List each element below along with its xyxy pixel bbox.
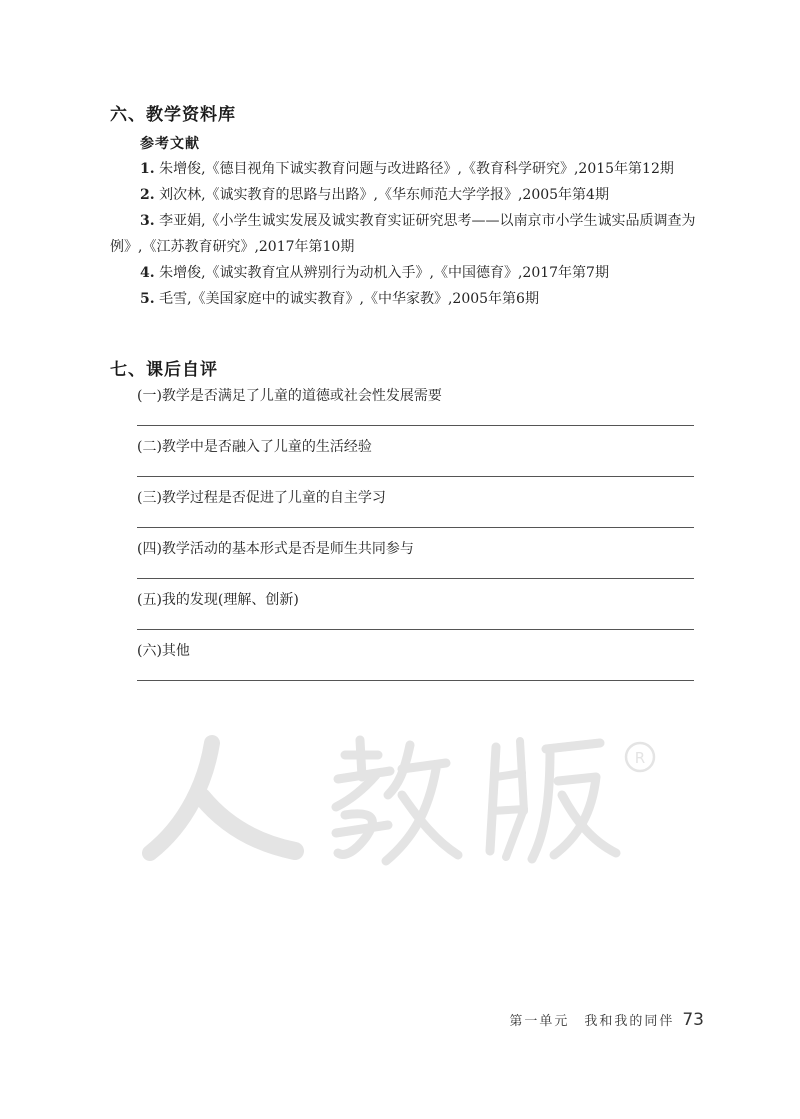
unit-title: 第一单元 我和我的同伴 [509,1014,675,1029]
page-number: 73 [682,1010,704,1030]
references-subheading: 参考文献 [140,136,200,152]
reference-item: 1. 朱增俊,《德目视角下诚实教育问题与改进路径》,《教育科学研究》,2015年第12期 [140,161,674,177]
question-text: (三)教学过程是否促进了儿童的自主学习 [137,490,386,506]
answer-line[interactable] [137,527,694,528]
answer-line[interactable] [137,425,694,426]
self-evaluation-list [137,385,697,691]
evaluation-question [137,589,697,640]
evaluation-question [137,487,697,538]
section-title-self-evaluation: 七、课后自评 [110,360,218,380]
page-footer [509,1010,704,1030]
question-text: (五)我的发现(理解、创新) [137,592,299,608]
reference-item: 2. 刘次林,《诚实教育的思路与出路》,《华东师范大学学报》,2005年第4期 [140,187,609,203]
answer-line[interactable] [137,476,694,477]
question-text: (一)教学是否满足了儿童的道德或社会性发展需要 [137,388,442,404]
section-title-teaching-resources: 六、教学资料库 [110,105,236,125]
publisher-watermark-logo [140,725,660,875]
svg-text:R: R [634,749,646,767]
reference-item: 5. 毛雪,《美国家庭中的诚实教育》,《中华家教》,2005年第6期 [140,291,539,307]
evaluation-question [137,538,697,589]
question-text: (二)教学中是否融入了儿童的生活经验 [137,439,372,455]
reference-list [110,156,700,312]
evaluation-question [137,436,697,487]
answer-line[interactable] [137,680,694,681]
reference-item: 4. 朱增俊,《诚实教育宜从辨别行为动机入手》,《中国德育》,2017年第7期 [140,265,609,281]
answer-line[interactable] [137,629,694,630]
reference-item: 3. 李亚娟,《小学生诚实发展及诚实教育实证研究思考——以南京市小学生诚实品质调查为例》,《江苏教育研究》,2017年第10期 [110,213,696,255]
answer-line[interactable] [137,578,694,579]
question-text: (六)其他 [137,643,190,659]
evaluation-question [137,640,697,691]
question-text: (四)教学活动的基本形式是否是师生共同参与 [137,541,414,557]
evaluation-question [137,385,697,436]
